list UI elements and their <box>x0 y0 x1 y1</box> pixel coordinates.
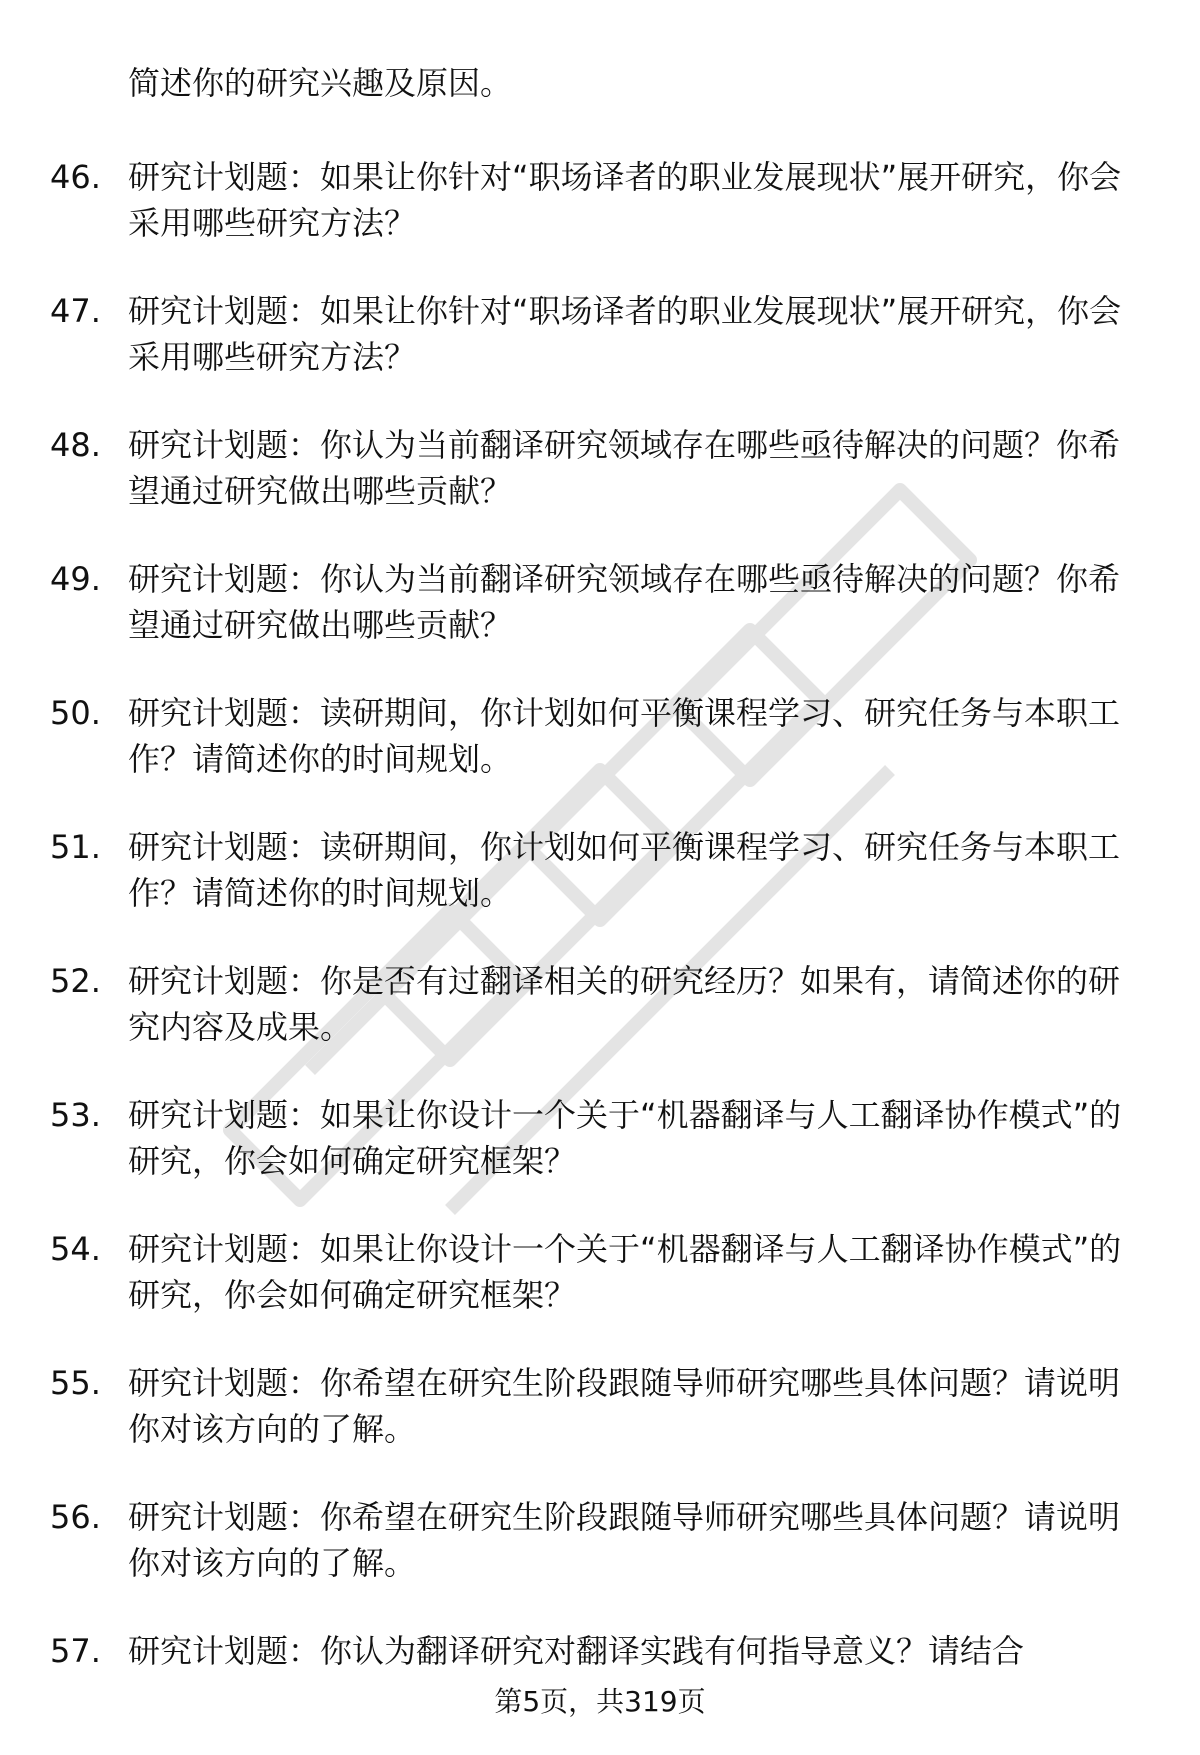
item-text: 研究计划题：你认为翻译研究对翻译实践有何指导意义？请结合 <box>128 1632 1025 1670</box>
item-number: 47. <box>50 292 101 330</box>
item-number: 53. <box>50 1096 101 1134</box>
list-item <box>50 556 1150 648</box>
page-footer: 第5页，共319页 <box>494 1685 706 1718</box>
list-item <box>50 690 1150 782</box>
item-text: 研究计划题：如果让你针对“职场译者的职业发展现状”展开研究，你会采用哪些研究方法？ <box>128 158 1122 242</box>
item-text: 研究计划题：你是否有过翻译相关的研究经历？如果有，请简述你的研究内容及成果。 <box>128 962 1121 1046</box>
list-item <box>50 1494 1150 1586</box>
item-text: 研究计划题：如果让你设计一个关于“机器翻译与人工翻译协作模式”的研究，你会如何确定研究框架？ <box>128 1096 1122 1180</box>
item-number: 55. <box>50 1364 101 1402</box>
item-number: 49. <box>50 560 101 598</box>
item-text: 研究计划题：你认为当前翻译研究领域存在哪些亟待解决的问题？你希望通过研究做出哪些贡献？ <box>128 560 1121 644</box>
item-text: 研究计划题：读研期间，你计划如何平衡课程学习、研究任务与本职工作？请简述你的时间规划。 <box>128 828 1121 912</box>
list-item <box>50 1360 1150 1452</box>
item-number: 50. <box>50 694 101 732</box>
list-item <box>50 288 1150 380</box>
question-list <box>50 60 1150 1716</box>
item-number: 54. <box>50 1230 101 1268</box>
list-item <box>50 422 1150 514</box>
list-item <box>50 1628 1150 1674</box>
list-item <box>50 824 1150 916</box>
item-text: 研究计划题：如果让你设计一个关于“机器翻译与人工翻译协作模式”的研究，你会如何确定研究框架？ <box>128 1230 1122 1314</box>
item-number: 56. <box>50 1498 101 1536</box>
item-number: 48. <box>50 426 101 464</box>
item-text: 研究计划题：读研期间，你计划如何平衡课程学习、研究任务与本职工作？请简述你的时间规划。 <box>128 694 1121 778</box>
item-text: 研究计划题：你希望在研究生阶段跟随导师研究哪些具体问题？请说明你对该方向的了解。 <box>128 1364 1121 1448</box>
item-number: 51. <box>50 828 101 866</box>
item-number: 46. <box>50 158 101 196</box>
list-item <box>50 1226 1150 1318</box>
continuation-text: 简述你的研究兴趣及原因。 <box>128 64 513 102</box>
list-item <box>50 1092 1150 1184</box>
item-number: 52. <box>50 962 101 1000</box>
item-text: 研究计划题：你认为当前翻译研究领域存在哪些亟待解决的问题？你希望通过研究做出哪些贡献？ <box>128 426 1121 510</box>
item-text: 研究计划题：如果让你针对“职场译者的职业发展现状”展开研究，你会采用哪些研究方法？ <box>128 292 1122 376</box>
list-item <box>50 154 1150 246</box>
list-item <box>50 958 1150 1050</box>
item-text: 研究计划题：你希望在研究生阶段跟随导师研究哪些具体问题？请说明你对该方向的了解。 <box>128 1498 1121 1582</box>
item-number: 57. <box>50 1632 101 1670</box>
